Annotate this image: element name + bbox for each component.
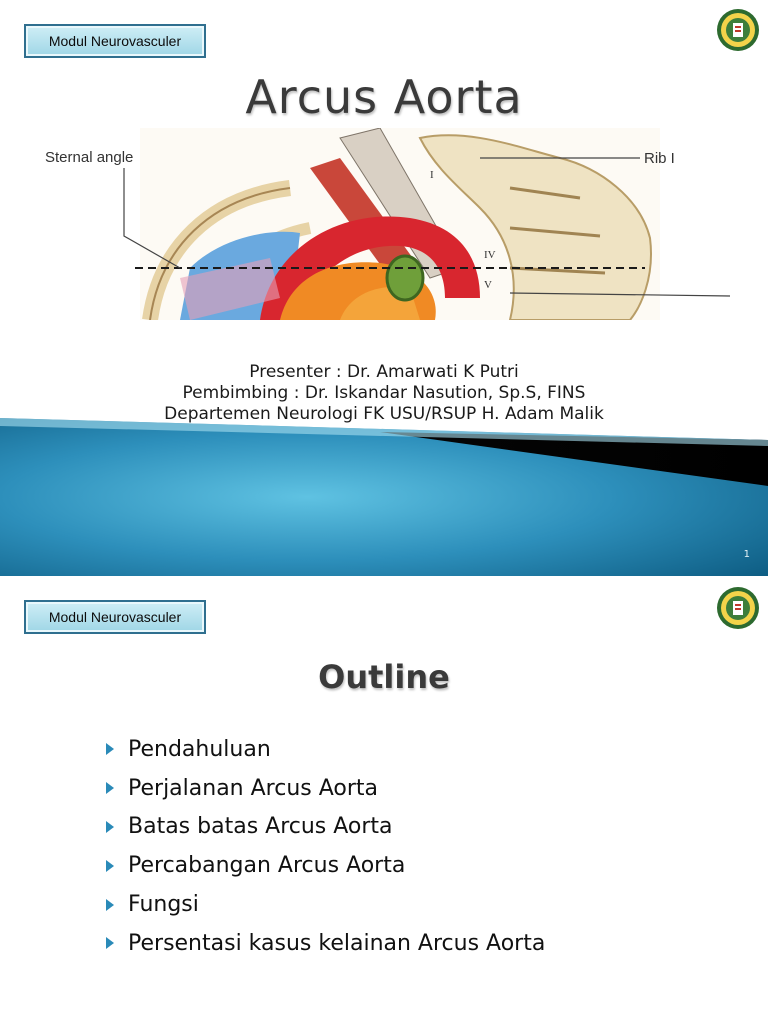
slide-title-text: Arcus Aorta xyxy=(245,70,523,124)
departemen-line: Departemen Neurologi FK USU/RSUP H. Adam Malik xyxy=(164,404,604,424)
list-item-label: Persentasi kasus kelainan Arcus Aorta xyxy=(128,930,546,956)
list-item-label: Fungsi xyxy=(128,892,199,918)
vertebra-label-i: I xyxy=(430,169,434,181)
list-item xyxy=(106,808,545,847)
list-item-label: Pendahuluan xyxy=(128,736,271,762)
triangle-bullet-icon xyxy=(106,899,114,911)
slide-outline xyxy=(0,576,768,1024)
presenter-block xyxy=(0,362,768,425)
outline-title: Outline xyxy=(318,658,450,696)
list-item-label: Percabangan Arcus Aorta xyxy=(128,853,406,879)
vertebra-label-iv: IV xyxy=(484,249,496,261)
presenter-line: Presenter : Dr. Amarwati K Putri xyxy=(249,362,519,382)
list-item-label: Perjalanan Arcus Aorta xyxy=(128,775,378,801)
module-badge: Modul Neurovasculer xyxy=(24,600,206,634)
university-seal-icon xyxy=(716,586,760,630)
list-item xyxy=(106,730,545,769)
list-item xyxy=(106,769,545,808)
triangle-bullet-icon xyxy=(106,821,114,833)
rib-label: Rib I xyxy=(644,150,675,167)
module-badge: Modul Neurovasculer xyxy=(24,24,206,58)
list-item-label: Batas batas Arcus Aorta xyxy=(128,814,393,840)
list-item xyxy=(106,885,545,924)
triangle-bullet-icon xyxy=(106,937,114,949)
outline-list xyxy=(106,730,545,963)
vertebra-label-v: V xyxy=(484,279,492,291)
triangle-bullet-icon xyxy=(106,782,114,794)
sternal-angle-label: Sternal angle xyxy=(45,149,134,166)
list-item xyxy=(106,924,545,963)
pembimbing-line: Pembimbing : Dr. Iskandar Nasution, Sp.S, FINS xyxy=(182,383,586,403)
university-seal-icon xyxy=(716,8,760,52)
triangle-bullet-icon xyxy=(106,743,114,755)
triangle-bullet-icon xyxy=(106,860,114,872)
page-number: 1 xyxy=(743,549,750,560)
aortic-arch-illustration xyxy=(40,128,740,320)
list-item xyxy=(106,846,545,885)
